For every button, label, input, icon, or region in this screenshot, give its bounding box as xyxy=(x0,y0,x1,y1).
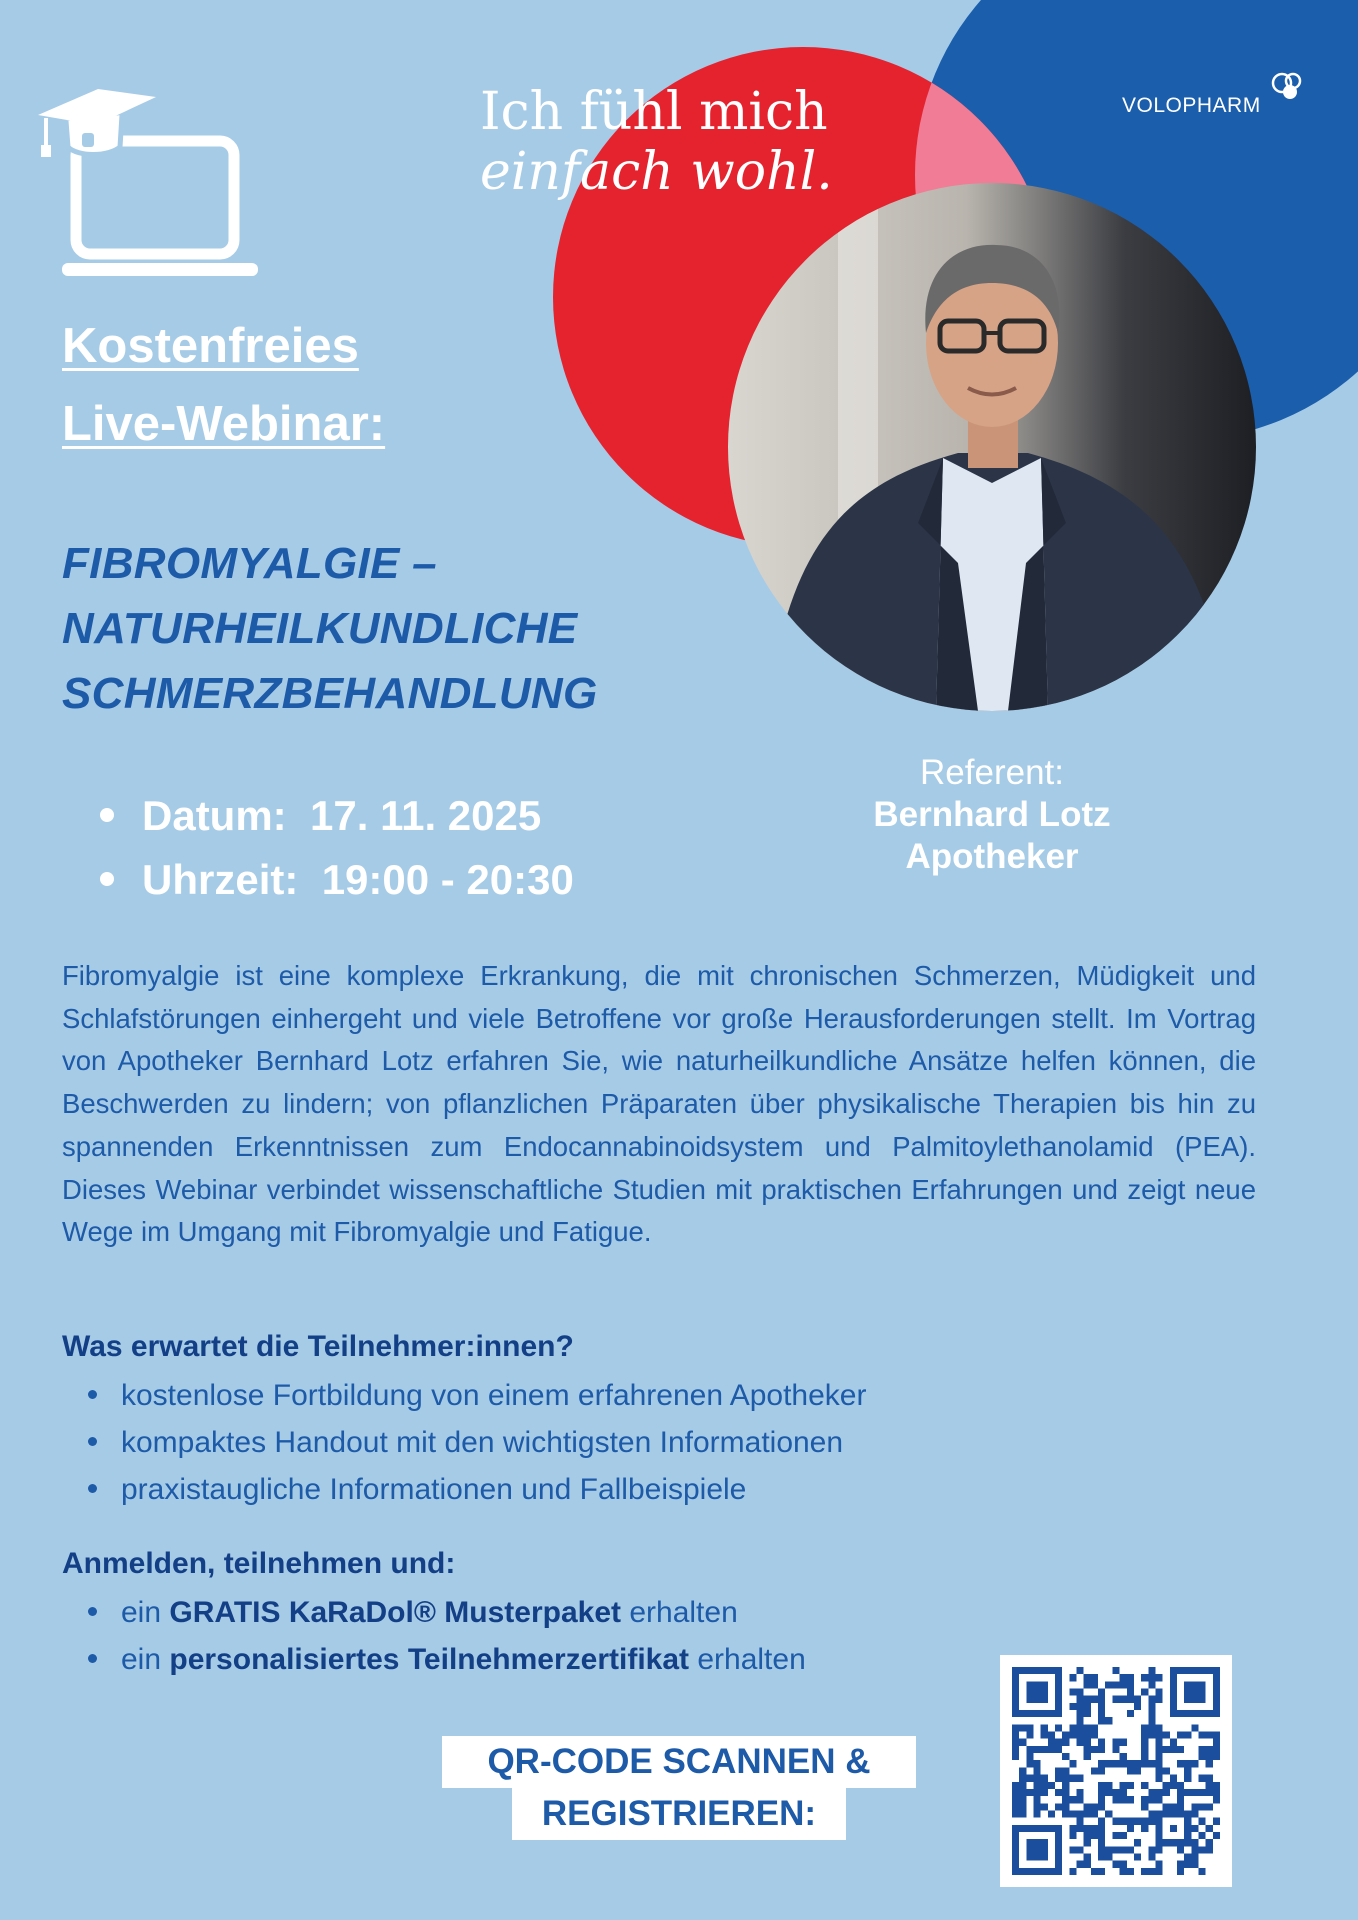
list-item: ein personalisiertes Teilnehmerzertifikat erhalten xyxy=(88,1636,806,1683)
expectations-list xyxy=(88,1372,866,1513)
signup-benefits-list xyxy=(88,1589,806,1683)
time-label: Uhrzeit: xyxy=(142,856,299,903)
list-item: praxistaugliche Informationen und Fallbeispiele xyxy=(88,1466,866,1513)
bullet-icon xyxy=(88,1484,97,1493)
speaker-name: Bernhard Lotz xyxy=(873,795,1111,834)
bullet-icon xyxy=(100,808,114,822)
list-item: kompaktes Handout mit den wichtigsten Informationen xyxy=(88,1419,866,1466)
bullet-icon xyxy=(88,1390,97,1399)
volopharm-logo-text: VOLOPHARM xyxy=(1122,94,1261,117)
time-value: 19:00 - 20:30 xyxy=(321,856,574,903)
title-line-2: Live-Webinar: xyxy=(62,397,386,451)
date-value: 17. 11. 2025 xyxy=(310,792,542,839)
expectations-heading: Was erwartet die Teilnehmer:innen? xyxy=(62,1330,574,1363)
bullet-icon xyxy=(88,1607,97,1616)
speaker-role: Apotheker xyxy=(905,837,1079,876)
speaker-photo xyxy=(728,183,1256,711)
bullet-icon xyxy=(100,872,114,886)
topic-line-1: FIBROMYALGIE – xyxy=(62,539,437,588)
laptop-icon xyxy=(38,85,258,285)
list-item: ein GRATIS KaRaDol® Musterpaket erhalten xyxy=(88,1589,806,1636)
registration-qr-code[interactable] xyxy=(1000,1655,1232,1887)
event-time xyxy=(100,856,574,904)
speaker-info xyxy=(812,752,1172,878)
bullet-icon xyxy=(88,1437,97,1446)
speaker-label: Referent: xyxy=(920,753,1064,792)
title-line-1: Kostenfreies xyxy=(62,319,359,373)
cta-label-line-2: REGISTRIEREN: xyxy=(512,1788,846,1840)
date-label: Datum: xyxy=(142,792,287,839)
list-item: kostenlose Fortbildung von einem erfahrenen Apotheker xyxy=(88,1372,866,1419)
volopharm-logo-icon xyxy=(1271,72,1305,102)
bullet-icon xyxy=(88,1654,97,1663)
graduation-cap-icon xyxy=(38,89,156,157)
signup-heading: Anmelden, teilnehmen und: xyxy=(62,1547,456,1580)
slogan-line-1: Ich fühl mich xyxy=(480,82,828,142)
qr-code-icon xyxy=(1012,1667,1220,1875)
brand-slogan xyxy=(480,82,833,202)
slogan-line-2: einfach wohl. xyxy=(480,142,833,202)
event-date xyxy=(100,792,541,840)
topic-line-2: NATURHEILKUNDLICHE xyxy=(62,604,578,653)
cta-label-line-1: QR-CODE SCANNEN & xyxy=(442,1736,916,1788)
webinar-description: Fibromyalgie ist eine komplexe Erkrankung, die mit chronischen Schmerzen, Müdigkeit und Schlafstörungen einhergeht und viele Betroffene vor große Herausforderungen stellt. Im Vortrag von Apotheker Bernhard Lotz erfahren Sie, wie naturheilkundliche Ansätze helfen können, die Beschwerden zu lindern; von pflanzlichen Präparaten über physikalische Therapien bis hin zu spannenden Erkenntnissen zum Endocannabinoidsystem und Palmitoylethanolamid (PEA). Dieses Webinar verbindet wissenschaftliche Studien mit praktischen Erfahrungen und zeigt neue Wege im Umgang mit Fibromyalgie und Fatigue. xyxy=(62,960,1256,1248)
topic-line-3: SCHMERZBEHANDLUNG xyxy=(62,669,598,718)
